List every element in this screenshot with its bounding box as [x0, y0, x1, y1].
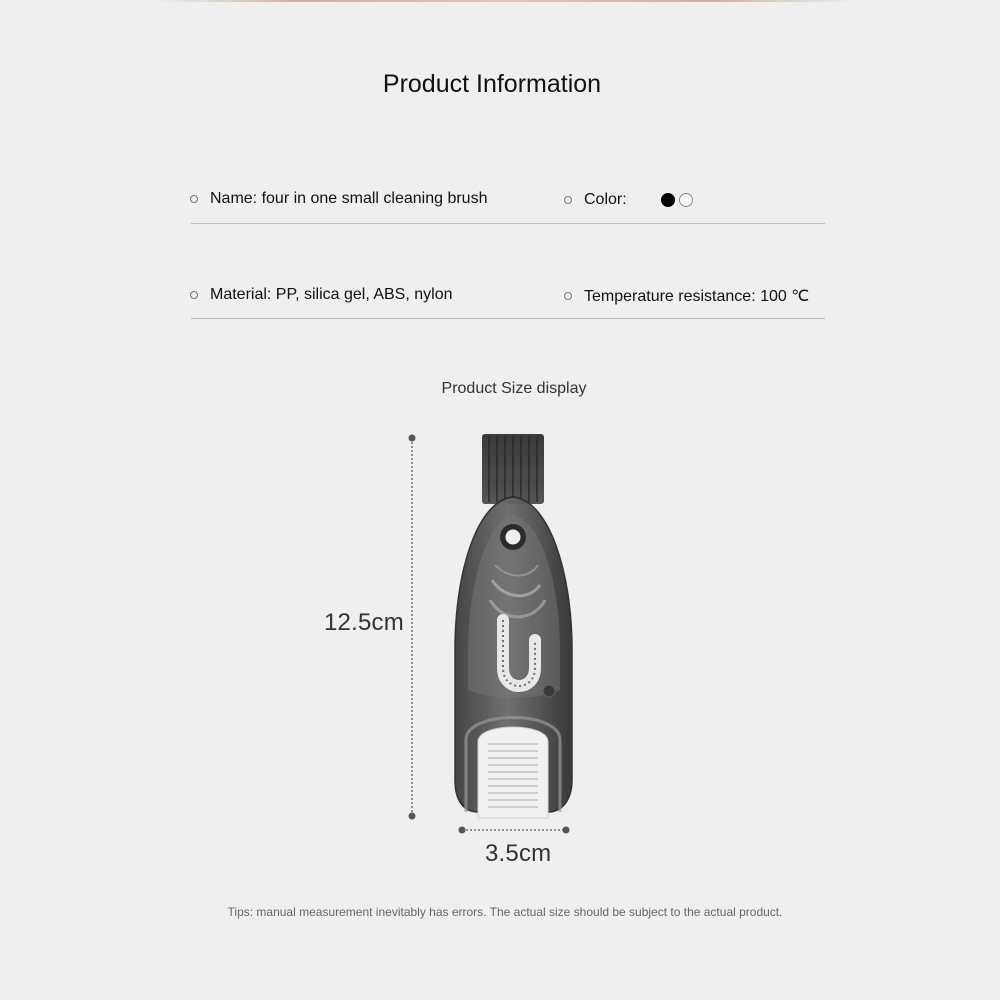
- brush-bristles: [482, 434, 544, 504]
- measurement-tips: Tips: manual measurement inevitably has errors. The actual size should be subject to the actual product.: [227, 905, 783, 919]
- name-text: Name: four in one small cleaning brush: [210, 190, 488, 207]
- height-dimension-label: 12.5cm: [324, 609, 404, 636]
- temperature-text: Temperature resistance: 100 ℃: [584, 288, 810, 305]
- width-dimension-label: 3.5cm: [485, 840, 552, 867]
- page-title: Product Information: [382, 70, 602, 98]
- color-label: Color:: [584, 191, 627, 208]
- material-text: Material: PP, silica gel, ABS, nylon: [210, 286, 453, 303]
- height-dimension-line: [409, 435, 416, 820]
- width-dimension-line: [459, 827, 570, 834]
- size-display-title: Product Size display: [441, 380, 587, 397]
- cleaning-brush-image: [455, 434, 572, 818]
- white-scraper: [478, 727, 548, 818]
